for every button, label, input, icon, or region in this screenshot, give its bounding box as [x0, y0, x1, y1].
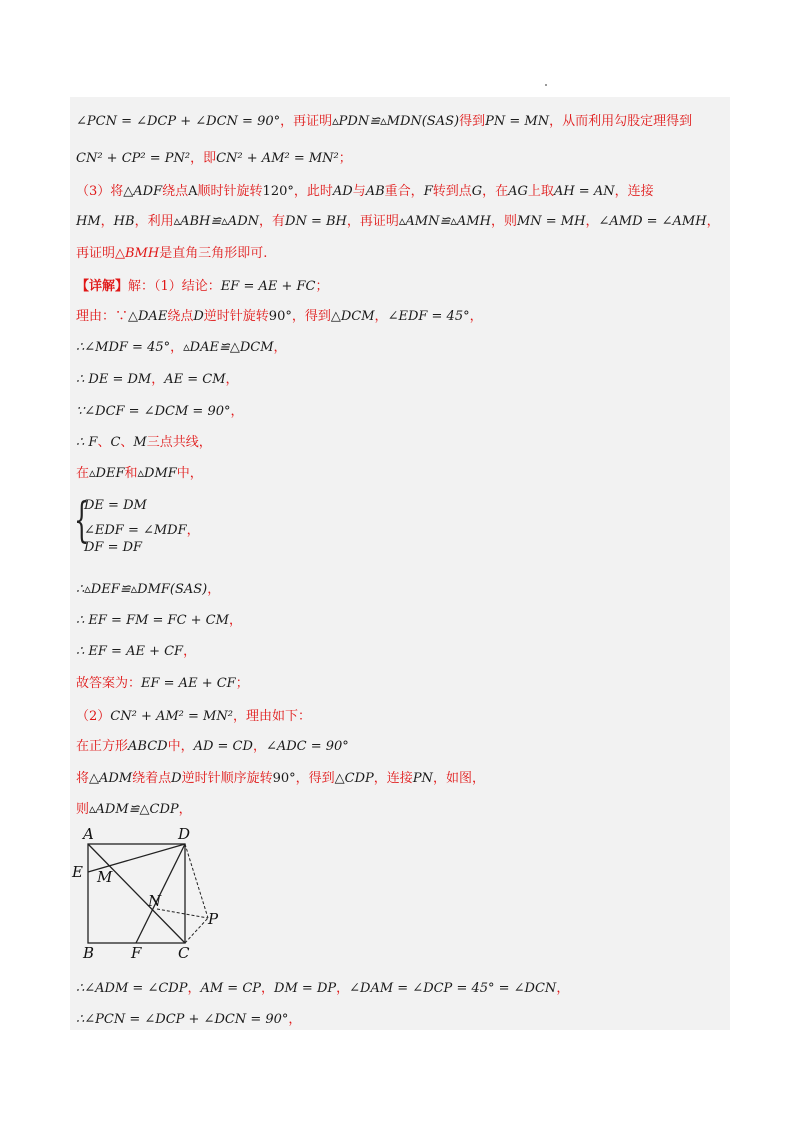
text-line-l22 [76, 767, 485, 786]
math-expression: EF = AE + CF [141, 676, 236, 691]
text-fragment: ， [261, 981, 275, 996]
text-fragment: ， [170, 340, 184, 355]
label-c: C [178, 944, 190, 962]
math-expression: AH = AN [553, 184, 615, 199]
system-row-2 [84, 519, 200, 538]
geometry-figure [70, 822, 230, 962]
math-expression: ABCD [128, 739, 168, 754]
text-fragment: 、 [120, 435, 134, 450]
text-fragment: 、 [97, 435, 111, 450]
math-expression: ▵DMF [137, 466, 177, 481]
math-expression: ∴∠ADM = ∠CDP [76, 981, 188, 996]
text-fragment: 与 [352, 184, 366, 199]
text-fragment: 90° [272, 771, 296, 786]
text-fragment: ， [187, 981, 201, 996]
segment-np [157, 909, 208, 918]
math-expression: △ADF [123, 184, 163, 199]
text-line-l19 [76, 672, 249, 691]
math-expression: DN = BH [285, 214, 347, 229]
math-expression: AD = CD [193, 739, 253, 754]
math-expression: EF = AE + FC [220, 279, 316, 294]
math-expression: CN² + AM² = MN² [110, 709, 233, 724]
text-fragment: ， [556, 981, 570, 996]
text-line-l21 [76, 735, 349, 754]
text-fragment: 故答案为： [76, 676, 142, 691]
segment-cp [185, 918, 208, 943]
math-expression: ∠PCN = ∠DCP + ∠DCN = 90° [76, 114, 281, 129]
label-p: P [208, 910, 219, 928]
math-expression: CN² + AM² = MN² [216, 151, 339, 166]
text-fragment: ， [273, 340, 287, 355]
math-expression: D [171, 771, 182, 786]
text-fragment: ， [706, 214, 720, 229]
text-line-l16 [76, 578, 220, 597]
math-expression: ∴∠MDF = 45° [76, 340, 171, 355]
text-fragment: 120° [262, 184, 294, 199]
text-fragment: ，则 [490, 214, 517, 229]
text-fragment: ，即 [190, 151, 217, 166]
text-fragment: ， [151, 372, 165, 387]
text-fragment: ， [207, 582, 221, 597]
math-expression: PN = MN [485, 114, 550, 129]
text-line-l12 [76, 462, 203, 481]
system-row-2-eq: ∠EDF = ∠MDF [84, 523, 187, 538]
math-expression: ∠EDF = 45° [387, 309, 470, 324]
text-fragment: 上取 [527, 184, 554, 199]
math-expression: ∠ADC = 90° [265, 739, 349, 754]
text-fragment: A [188, 184, 198, 199]
text-fragment: 【详解】 [76, 279, 129, 294]
text-fragment: 再证明△ [76, 246, 125, 261]
text-line-l10 [76, 400, 244, 419]
text-line-l8 [76, 336, 287, 355]
text-fragment: ， [178, 802, 192, 817]
math-expression: AB [365, 184, 385, 199]
text-fragment: ，从而利用勾股定理得到 [549, 114, 693, 129]
text-fragment: ， [469, 309, 483, 324]
label-b: B [83, 944, 95, 962]
text-fragment: ； [235, 676, 249, 691]
text-fragment: ， [252, 739, 266, 754]
text-line-l20 [76, 705, 311, 724]
text-line-l3 [76, 180, 654, 199]
text-fragment: 将 [76, 771, 90, 786]
text-fragment: ，得到 [295, 771, 335, 786]
math-expression: MN = MH [516, 214, 586, 229]
text-fragment: ，利用 [134, 214, 174, 229]
text-line-l11 [76, 431, 212, 450]
math-expression: ∴▵DEF≌▵DMF(SAS) [76, 582, 208, 597]
math-expression: ∠AMD = ∠AMH [598, 214, 707, 229]
math-expression: CN² + CP² = PN² [76, 151, 191, 166]
math-expression: ▵ABH≌▵ADN [173, 214, 259, 229]
text-fragment: 是直角三角形即可. [159, 246, 268, 261]
math-expression: PN [412, 771, 433, 786]
math-expression: ∴ EF = FM = FC + CM [76, 613, 229, 628]
math-expression: △DAE [128, 309, 168, 324]
math-expression: AG [508, 184, 528, 199]
text-line-l2 [76, 147, 352, 166]
text-line-l23 [76, 798, 192, 817]
text-fragment: 中， [167, 739, 194, 754]
text-fragment: ； [315, 279, 329, 294]
text-line-l24 [76, 977, 569, 996]
text-fragment: （3）将 [76, 184, 124, 199]
math-expression: DM = DP [274, 981, 337, 996]
text-fragment: 在 [76, 466, 90, 481]
text-fragment: ，在 [482, 184, 509, 199]
text-fragment: ， [230, 404, 244, 419]
math-expression: ∴∠PCN = ∠DCP + ∠DCN = 90° [76, 1012, 289, 1027]
text-line-l7 [76, 305, 483, 324]
math-expression: C [110, 435, 121, 450]
math-expression: △CDP [334, 771, 374, 786]
text-fragment: 绕点 [167, 309, 194, 324]
math-expression: ∴ F [76, 435, 98, 450]
label-f: F [131, 944, 142, 962]
text-line-l18 [76, 640, 196, 659]
text-fragment: 90° [268, 309, 292, 324]
math-expression: HB [113, 214, 135, 229]
math-expression: △ADM [89, 771, 133, 786]
math-expression: ▵ADM≌△CDP [89, 802, 179, 817]
math-expression: ∠DAM = ∠DCP = 45° = ∠DCN [349, 981, 557, 996]
text-fragment: 则 [76, 802, 90, 817]
math-expression: AE = CM [164, 372, 226, 387]
text-fragment: 重合， [384, 184, 424, 199]
label-e: E [72, 863, 83, 881]
text-fragment: ，如图， [432, 771, 485, 786]
text-fragment: 和 [124, 466, 138, 481]
text-fragment: ，有 [259, 214, 286, 229]
label-n: N [148, 892, 162, 910]
text-fragment: 理由：∵ [76, 309, 129, 324]
text-fragment: ， [225, 372, 239, 387]
label-d: D [178, 825, 191, 843]
text-fragment: 中， [176, 466, 203, 481]
text-line-l5 [76, 242, 267, 261]
math-expression: D [193, 309, 204, 324]
text-fragment: ， [374, 309, 388, 324]
text-fragment: 在正方形 [76, 739, 129, 754]
text-fragment: ， [585, 214, 599, 229]
text-line-l17 [76, 609, 242, 628]
text-fragment: ， [100, 214, 114, 229]
segment-dp [185, 844, 208, 918]
text-fragment: 逆时针旋转 [203, 309, 269, 324]
math-expression: G [471, 184, 483, 199]
page-speck [545, 84, 547, 86]
system-row-1: DE = DM [84, 498, 147, 513]
text-fragment: 绕着点 [132, 771, 172, 786]
text-fragment: ，连接 [373, 771, 413, 786]
text-fragment: ， [228, 613, 242, 628]
text-fragment: ， [183, 644, 197, 659]
math-expression: ▵PDN≌▵MDN(SAS) [332, 114, 460, 129]
math-expression: ▵DEF [89, 466, 125, 481]
label-m: M [97, 868, 113, 886]
math-expression: AM = CP [200, 981, 262, 996]
math-expression: BMH [125, 246, 160, 261]
text-fragment: 逆时针顺序旋转 [181, 771, 273, 786]
text-fragment: ，再证明 [280, 114, 333, 129]
text-line-l6 [76, 275, 328, 294]
text-fragment: ，此时 [293, 184, 333, 199]
math-expression: ∴ DE = DM [76, 372, 152, 387]
text-fragment: 顺时针旋转 [197, 184, 263, 199]
math-expression: ▵DAE≌△DCM [183, 340, 274, 355]
math-expression: F [423, 184, 433, 199]
math-expression: HM [76, 214, 101, 229]
math-expression: M [133, 435, 147, 450]
text-line-l25 [76, 1008, 301, 1027]
text-line-l4 [76, 210, 720, 229]
math-expression: ▵AMN≌▵AMH [398, 214, 491, 229]
math-expression: △DCM [330, 309, 375, 324]
text-fragment: （2） [76, 709, 111, 724]
math-expression: AD [332, 184, 353, 199]
text-fragment: 绕点 [162, 184, 189, 199]
text-fragment: ，连接 [614, 184, 654, 199]
text-line-l1 [76, 110, 692, 129]
math-expression: ∴ EF = AE + CF [76, 644, 184, 659]
system-row-3: DF = DF [84, 540, 143, 555]
text-line-l9 [76, 368, 239, 387]
text-fragment: ； [338, 151, 352, 166]
segment-ac [88, 844, 185, 943]
text-fragment: ， [288, 1012, 302, 1027]
text-fragment: ，理由如下： [232, 709, 311, 724]
system-row-2-comma: ， [186, 523, 200, 538]
text-fragment: ，再证明 [346, 214, 399, 229]
text-fragment: 解：（1）结论： [128, 279, 221, 294]
text-fragment: 转到点 [432, 184, 472, 199]
system-brace: { [74, 492, 90, 548]
text-fragment: 三点共线， [146, 435, 212, 450]
text-fragment: ，得到 [291, 309, 331, 324]
text-fragment: 得到 [459, 114, 486, 129]
text-fragment: ， [336, 981, 350, 996]
math-expression: ∵∠DCF = ∠DCM = 90° [76, 404, 231, 419]
label-a: A [83, 825, 94, 843]
